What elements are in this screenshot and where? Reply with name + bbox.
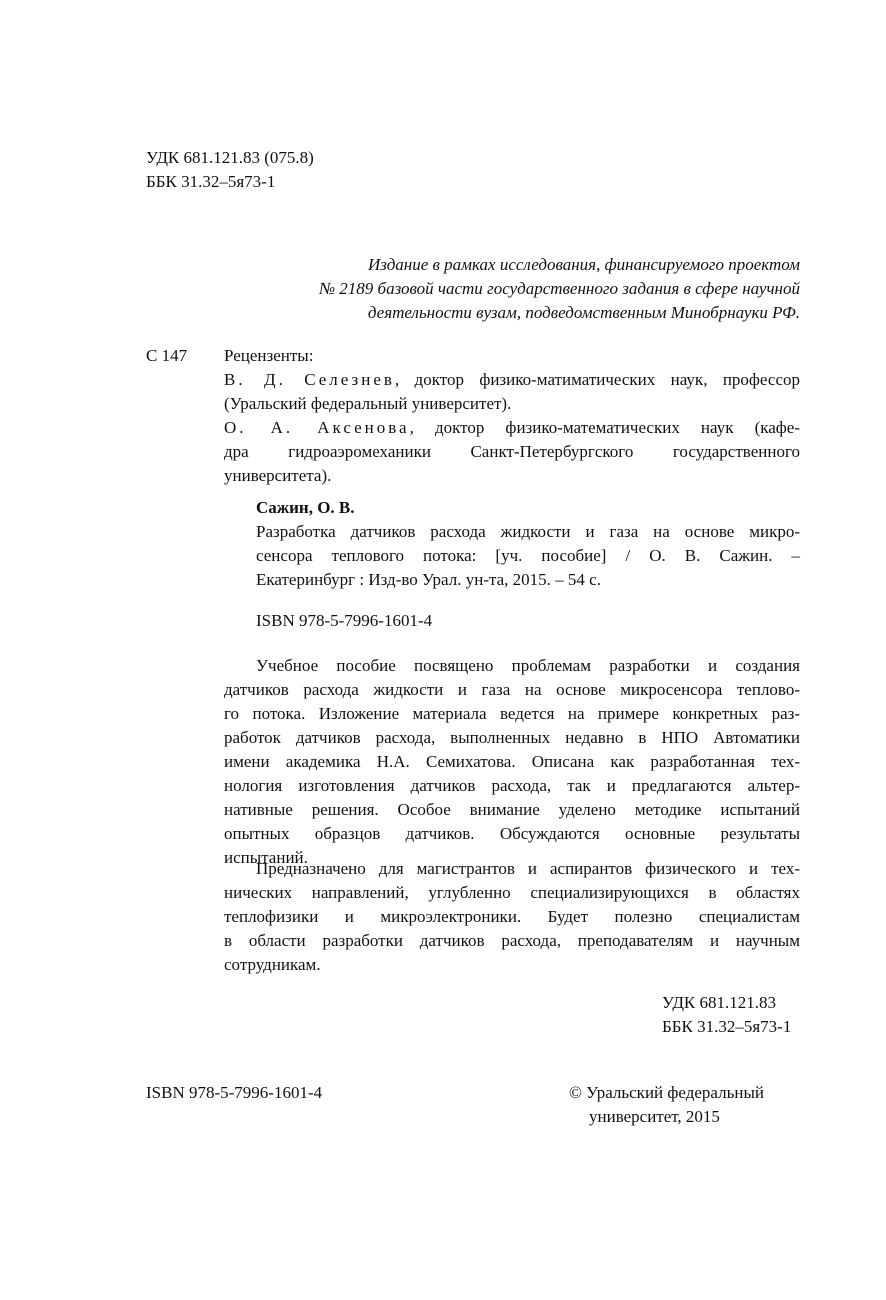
book-author: Сажин, О. В.: [256, 498, 355, 517]
abstract-line: нология изготовления датчиков расхода, так и предлагаются альтер-: [224, 776, 800, 795]
abstract-line: датчиков расхода жидкости и газа на основе микросенсора теплово-: [224, 680, 800, 699]
reviewer-1-credentials: , доктор физико-матиматических наук, профессор: [394, 370, 800, 389]
footer-classification-codes: [662, 991, 791, 1039]
abstract-line: в области разработки датчиков расхода, преподавателям и научным: [224, 931, 800, 950]
copyright-line-1: © Уральский федеральный: [569, 1083, 764, 1102]
reviewer-2-line: [224, 416, 800, 440]
reviewers-heading: Рецензенты:: [224, 346, 314, 365]
copyright-line-2: университет, 2015: [589, 1107, 720, 1126]
funding-note-line: деятельности вузам, подведомственным Минобрнауки РФ.: [367, 303, 800, 322]
abstract-line: опытных образцов датчиков. Обсуждаются основные результаты: [224, 824, 800, 843]
abstract-line: нативные решения. Особое внимание уделено методике испытаний: [224, 800, 800, 819]
abstract-line: испытаний.: [224, 848, 308, 867]
reviewers-block: [224, 344, 800, 488]
bibliographic-entry: [256, 496, 800, 592]
abstract-line: нических направлений, углубленно специализирующихся в областях: [224, 883, 800, 902]
funding-note-line: № 2189 базовой части государственного задания в сфере научной: [318, 279, 800, 298]
book-description-line: Екатеринбург : Изд-во Урал. ун-та, 2015. – 54 с.: [256, 570, 601, 589]
bbk-code: ББК 31.32–5я73-1: [146, 172, 276, 191]
abstract-paragraph-1: [224, 654, 800, 870]
abstract-line: го потока. Изложение материала ведется на примере конкретных раз-: [224, 704, 800, 723]
funding-note-line: Издание в рамках исследования, финансируемого проектом: [368, 255, 800, 274]
abstract-line: Учебное пособие посвящено проблемам разработки и создания: [256, 656, 800, 675]
footer-udk-code: УДК 681.121.83: [662, 993, 777, 1012]
reviewer-2-affiliation: дра гидроаэромеханики Санкт-Петербургского государственного: [224, 442, 800, 461]
bottom-isbn: ISBN 978-5-7996-1601-4: [146, 1083, 323, 1102]
book-description-line: сенсора теплового потока: [уч. пособие] / О. В. Сажин. –: [256, 546, 800, 565]
book-description-line: Разработка датчиков расхода жидкости и газа на основе микро-: [256, 522, 800, 541]
book-isbn: ISBN 978-5-7996-1601-4: [256, 611, 433, 630]
abstract-line: сотрудникам.: [224, 955, 321, 974]
copyright-block: [569, 1081, 764, 1129]
footer-bbk-code: ББК 31.32–5я73-1: [662, 1017, 792, 1036]
abstract-line: теплофизики и микроэлектроники. Будет полезно специалистам: [224, 907, 800, 926]
reviewer-2-credentials: , доктор физико-математических наук (кафе-: [409, 418, 800, 437]
udk-code: УДК 681.121.83 (075.8): [146, 148, 314, 167]
reviewer-2-name: О. А. Аксенова: [224, 418, 410, 437]
reviewer-1-name: В. Д. Селезнев: [224, 370, 395, 389]
author-mark: С 147: [146, 346, 188, 365]
abstract-paragraph-2: [224, 857, 800, 977]
abstract-line: работок датчиков расхода, выполненных недавно в НПО Автоматики: [224, 728, 800, 747]
funding-note: [240, 253, 800, 325]
abstract-line: Предназначено для магистрантов и аспирантов физического и тех-: [256, 859, 800, 878]
reviewer-2-affiliation-end: университета).: [224, 466, 332, 485]
classification-codes: [146, 146, 314, 194]
reviewer-1-affiliation: (Уральский федеральный университет).: [224, 394, 512, 413]
reviewer-1-line: [224, 368, 800, 392]
abstract-line: имени академика Н.А. Семихатова. Описана как разработанная тех-: [224, 752, 800, 771]
